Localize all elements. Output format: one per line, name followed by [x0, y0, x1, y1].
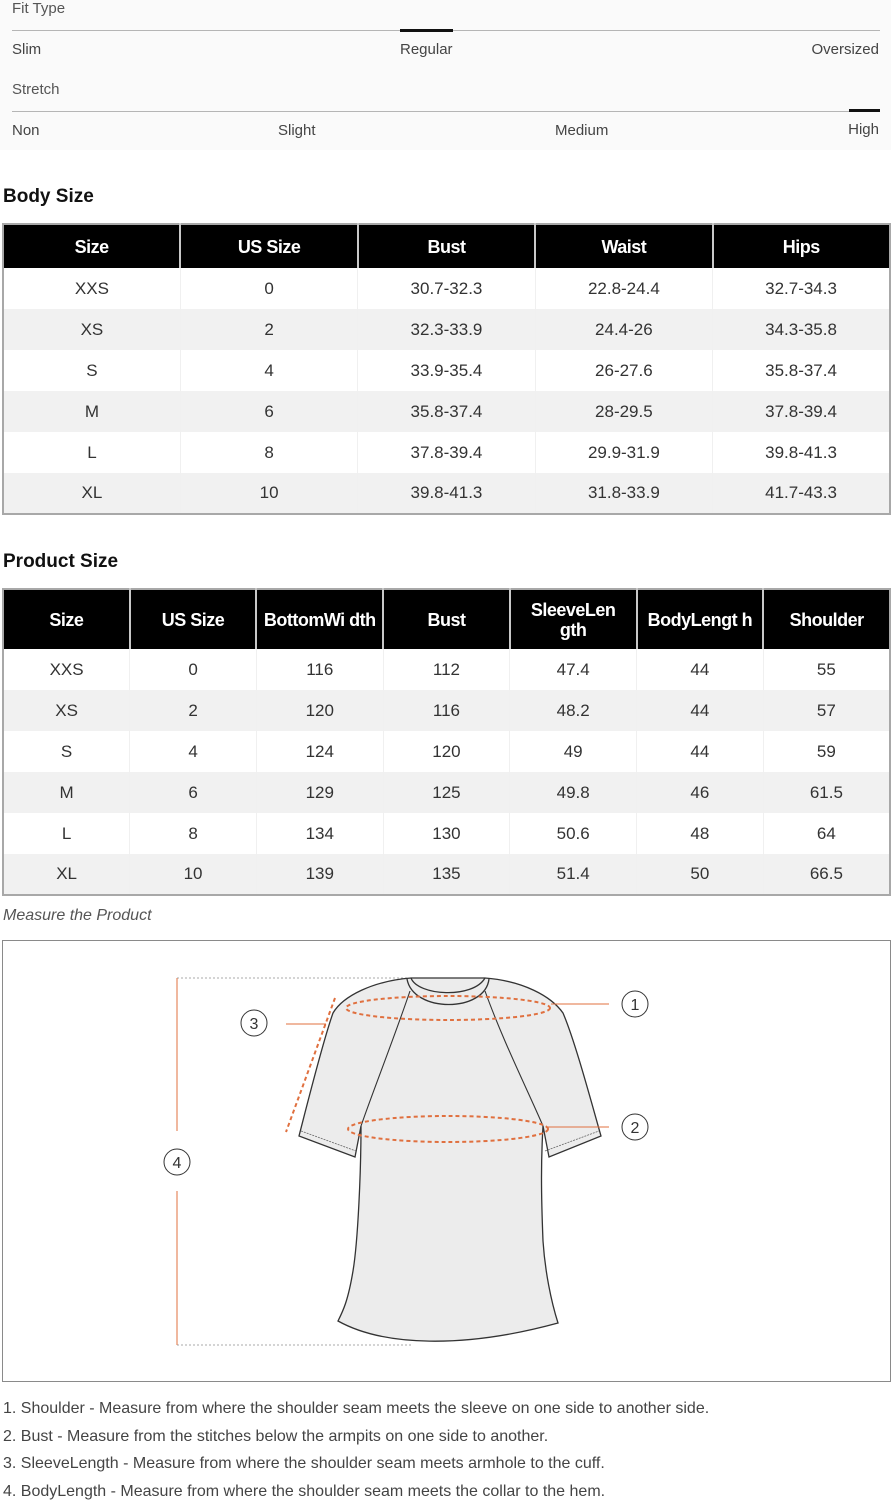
table-cell: 32.3-33.9	[358, 309, 535, 350]
table-cell: 47.4	[510, 649, 637, 690]
table-cell: L	[3, 813, 130, 854]
table-cell: 64	[763, 813, 890, 854]
table-cell: 124	[256, 731, 383, 772]
table-row	[3, 690, 890, 731]
table-cell: 8	[130, 813, 257, 854]
marker-2-icon	[622, 1114, 648, 1140]
table-cell: XS	[3, 309, 180, 350]
table-cell: 130	[383, 813, 510, 854]
stretch-option-non: Non	[12, 122, 40, 139]
table-cell: 4	[130, 731, 257, 772]
table-cell: 0	[130, 649, 257, 690]
table-cell: 112	[383, 649, 510, 690]
table-row	[3, 432, 890, 473]
table-cell: L	[3, 432, 180, 473]
table-cell: 135	[383, 854, 510, 895]
table-cell: 37.8-39.4	[713, 391, 890, 432]
marker-3-icon	[241, 1010, 267, 1036]
table-cell: 51.4	[510, 854, 637, 895]
table-cell: 31.8-33.9	[535, 473, 712, 514]
table-cell: 46	[637, 772, 764, 813]
table-cell: 6	[130, 772, 257, 813]
table-row	[3, 350, 890, 391]
table-cell: 29.9-31.9	[535, 432, 712, 473]
marker-1-icon	[622, 991, 648, 1017]
table-cell: S	[3, 350, 180, 391]
note-shoulder: 1. Shoulder - Measure from where the shoulder seam meets the sleeve on one side to another side.	[3, 1400, 710, 1417]
table-cell: 35.8-37.4	[358, 391, 535, 432]
table-cell: 55	[763, 649, 890, 690]
column-header: SleeveLen gth	[510, 589, 637, 649]
table-cell: 120	[256, 690, 383, 731]
column-header: Bust	[358, 224, 535, 268]
table-cell: 129	[256, 772, 383, 813]
table-cell: 50.6	[510, 813, 637, 854]
column-header: BottomWi dth	[256, 589, 383, 649]
table-cell: XXS	[3, 268, 180, 309]
column-header: Shoulder	[763, 589, 890, 649]
fit-option-regular: Regular	[400, 41, 453, 58]
table-row	[3, 854, 890, 895]
svg-text:3: 3	[249, 1016, 259, 1033]
table-cell: M	[3, 772, 130, 813]
table-cell: 134	[256, 813, 383, 854]
table-cell: 66.5	[763, 854, 890, 895]
fit-stretch-panel	[0, 0, 891, 150]
table-cell: 6	[180, 391, 357, 432]
table-cell: XS	[3, 690, 130, 731]
table-cell: 4	[180, 350, 357, 391]
note-bust: 2. Bust - Measure from the stitches below the armpits on one side to another.	[3, 1427, 549, 1445]
table-cell: 24.4-26	[535, 309, 712, 350]
table-cell: 22.8-24.4	[535, 268, 712, 309]
table-cell: 41.7-43.3	[713, 473, 890, 514]
table-cell: 49	[510, 731, 637, 772]
tshirt-illustration	[3, 941, 892, 1383]
table-cell: 8	[180, 432, 357, 473]
fit-option-oversized: Oversized	[811, 41, 879, 58]
table-cell: 2	[130, 690, 257, 731]
svg-text:2: 2	[630, 1120, 640, 1137]
measurement-diagram	[2, 940, 891, 1382]
table-row	[3, 473, 890, 514]
column-header: US Size	[130, 589, 257, 649]
table-cell: 57	[763, 690, 890, 731]
table-cell: 10	[130, 854, 257, 895]
table-cell: 48.2	[510, 690, 637, 731]
table-header-row	[3, 224, 890, 268]
table-header-row	[3, 589, 890, 649]
table-cell: 37.8-39.4	[358, 432, 535, 473]
stretch-option-slight: Slight	[278, 122, 316, 139]
measure-caption: Measure the Product	[3, 907, 152, 924]
table-cell: 116	[383, 690, 510, 731]
table-cell: 125	[383, 772, 510, 813]
tshirt-body-shape	[299, 978, 601, 1341]
fit-type-label: Fit Type	[12, 0, 66, 17]
table-cell: 61.5	[763, 772, 890, 813]
table-cell: 48	[637, 813, 764, 854]
product-size-table	[2, 588, 891, 896]
table-cell: M	[3, 391, 180, 432]
table-cell: 49.8	[510, 772, 637, 813]
column-header: Hips	[713, 224, 890, 268]
table-cell: 26-27.6	[535, 350, 712, 391]
svg-text:1: 1	[630, 997, 640, 1014]
table-cell: 44	[637, 731, 764, 772]
table-cell: 34.3-35.8	[713, 309, 890, 350]
body-size-table	[2, 223, 891, 515]
column-header: Size	[3, 224, 180, 268]
table-cell: 32.7-34.3	[713, 268, 890, 309]
table-cell: 30.7-32.3	[358, 268, 535, 309]
stretch-selected-marker	[849, 109, 880, 112]
table-cell: XL	[3, 854, 130, 895]
table-row	[3, 813, 890, 854]
stretch-option-high: High	[848, 121, 879, 138]
table-cell: 116	[256, 649, 383, 690]
table-cell: XXS	[3, 649, 130, 690]
table-cell: 33.9-35.4	[358, 350, 535, 391]
table-cell: 44	[637, 690, 764, 731]
product-size-title: Product Size	[3, 551, 119, 572]
table-cell: 35.8-37.4	[713, 350, 890, 391]
table-cell: 44	[637, 649, 764, 690]
table-cell: 28-29.5	[535, 391, 712, 432]
column-header: US Size	[180, 224, 357, 268]
table-cell: 120	[383, 731, 510, 772]
table-row	[3, 268, 890, 309]
svg-text:4: 4	[172, 1155, 182, 1172]
column-header: BodyLengt h	[637, 589, 764, 649]
table-cell: 2	[180, 309, 357, 350]
table-cell: 0	[180, 268, 357, 309]
marker-4-icon	[164, 1149, 190, 1175]
note-body-length: 4. BodyLength - Measure from where the shoulder seam meets the collar to the hem.	[3, 1482, 606, 1500]
table-row	[3, 649, 890, 690]
measurement-notes	[3, 1395, 709, 1500]
table-cell: 39.8-41.3	[713, 432, 890, 473]
table-cell: XL	[3, 473, 180, 514]
fit-option-slim: Slim	[12, 41, 42, 58]
column-header: Bust	[383, 589, 510, 649]
stretch-scale-line	[12, 111, 880, 112]
body-size-title: Body Size	[3, 186, 94, 207]
table-cell: 139	[256, 854, 383, 895]
table-cell: S	[3, 731, 130, 772]
stretch-option-medium: Medium	[555, 122, 609, 139]
table-row	[3, 772, 890, 813]
table-row	[3, 731, 890, 772]
fit-type-selected-marker	[400, 29, 453, 32]
note-sleeve-length: 3. SleeveLength - Measure from where the shoulder seam meets armhole to the cuff.	[3, 1455, 605, 1472]
table-cell: 39.8-41.3	[358, 473, 535, 514]
stretch-label: Stretch	[12, 81, 60, 98]
table-row	[3, 309, 890, 350]
table-cell: 50	[637, 854, 764, 895]
table-row	[3, 391, 890, 432]
column-header: Waist	[535, 224, 712, 268]
table-cell: 10	[180, 473, 357, 514]
table-cell: 59	[763, 731, 890, 772]
column-header: Size	[3, 589, 130, 649]
